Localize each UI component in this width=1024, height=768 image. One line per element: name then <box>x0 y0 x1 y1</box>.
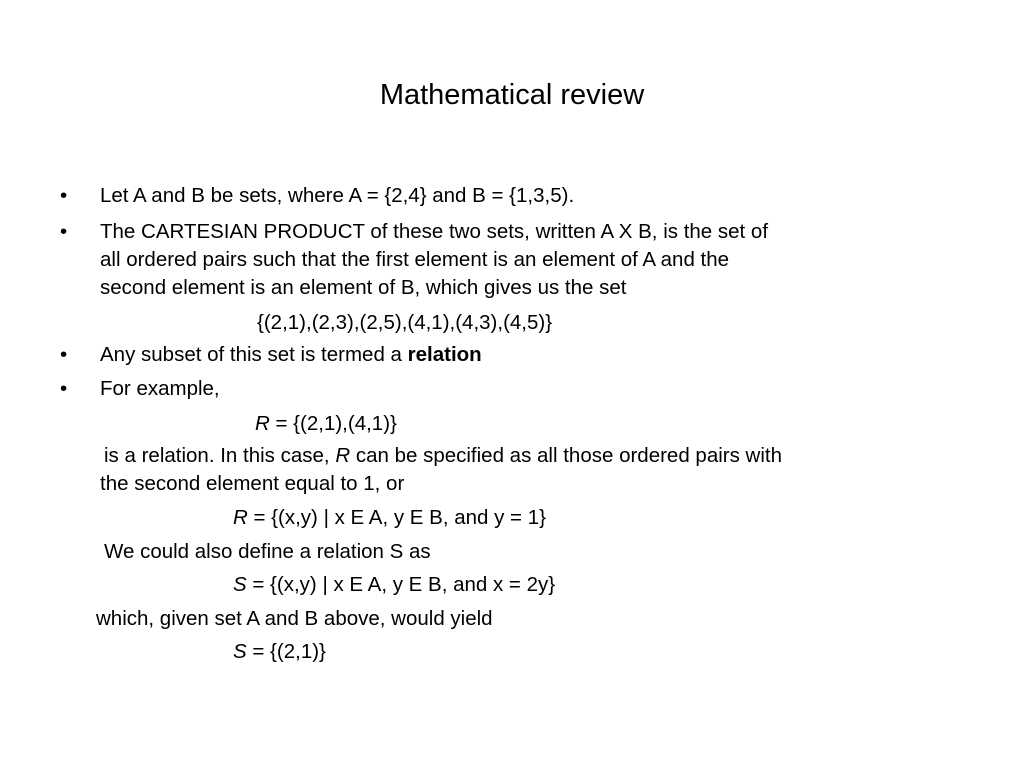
relation-r-variable: R <box>255 412 270 435</box>
is-relation-pre: is a relation. In this case, <box>104 444 336 467</box>
relation-r-set-builder <box>233 504 546 532</box>
is-relation-post: can be specified as all those ordered pairs with <box>350 444 783 467</box>
bullet-text-4: For example, <box>100 377 220 400</box>
relation-s-set-builder <box>233 571 555 599</box>
is-relation-line-2: the second element equal to 1, or <box>100 472 405 495</box>
relation-s2-set: = {(2,1)} <box>246 640 326 663</box>
relation-r-definition <box>255 410 397 438</box>
bullet-text-2-line-1: The CARTESIAN PRODUCT of these two sets, written A X B, is the set of <box>100 220 769 243</box>
relation-r2-variable: R <box>233 506 248 529</box>
bullet-marker-3: • <box>60 343 68 366</box>
relation-s-result <box>233 638 326 666</box>
bullet-marker-4: • <box>60 377 68 400</box>
bullet-text-2-line-2: all ordered pairs such that the first element is an element of A and the <box>100 248 730 271</box>
slide-title: Mathematical review <box>379 79 645 111</box>
relation-r-set: = {(2,1),(4,1)} <box>269 412 397 435</box>
bullet-text-2-line-3: second element is an element of B, which gives us the set <box>100 276 627 299</box>
relation-r2-set: = {(x,y) | x E A, y E B, and y = 1} <box>247 506 546 529</box>
bullet-marker-2: • <box>60 220 68 243</box>
relation-s-variable: S <box>233 573 247 596</box>
define-s-text: We could also define a relation S as <box>104 540 431 563</box>
bullet-marker-1: • <box>60 184 68 207</box>
relation-term: relation <box>407 343 482 366</box>
relation-s-set: = {(x,y) | x E A, y E B, and x = 2y} <box>246 573 556 596</box>
is-relation-line-1 <box>104 442 782 470</box>
bullet-text-3-plain: Any subset of this set is termed a <box>100 343 408 366</box>
yield-text: which, given set A and B above, would yield <box>96 607 493 630</box>
bullet-text-1: Let A and B be sets, where A = {2,4} and B = {1,3,5). <box>100 184 575 207</box>
cartesian-product-set: {(2,1),(2,3),(2,5),(4,1),(4,3),(4,5)} <box>257 311 553 334</box>
bullet-text-3 <box>100 341 482 369</box>
is-relation-variable: R <box>335 444 351 467</box>
relation-s2-variable: S <box>233 640 247 663</box>
